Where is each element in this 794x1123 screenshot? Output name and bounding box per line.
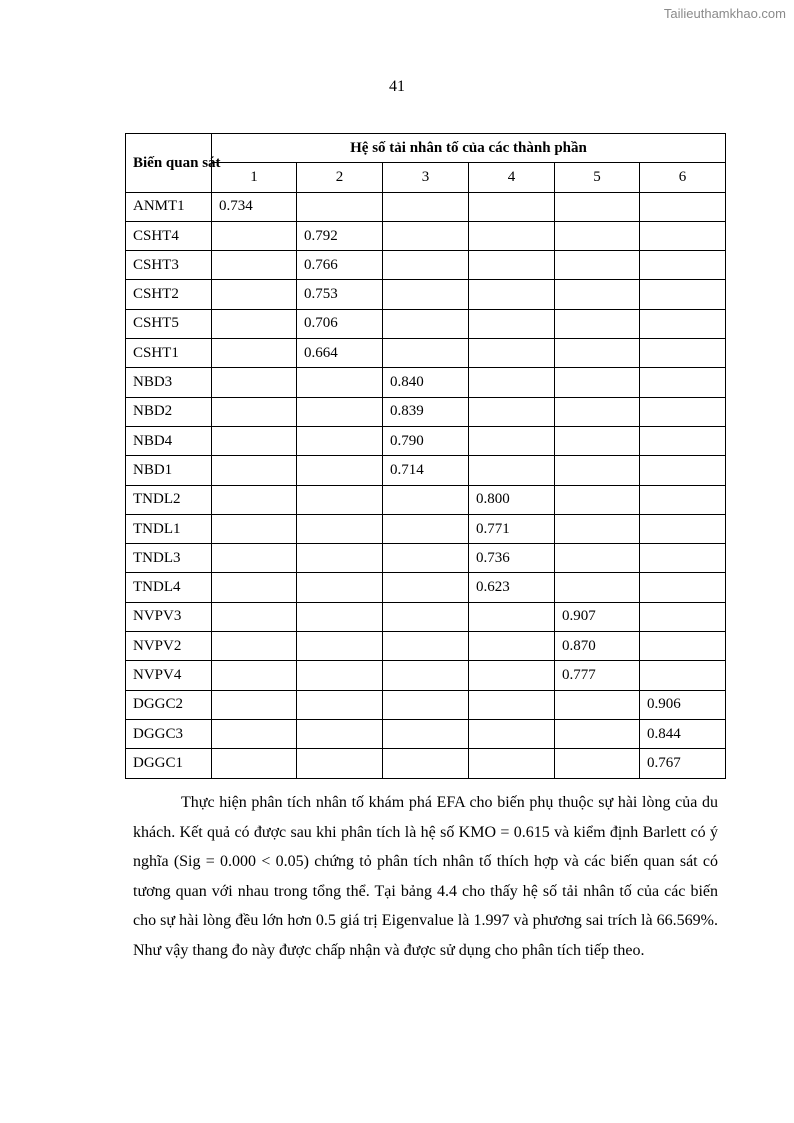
table-row (126, 221, 726, 250)
table-row (126, 426, 726, 455)
loading-cell (383, 514, 469, 543)
loading-cell (640, 661, 726, 690)
loading-cell: 0.792 (297, 221, 383, 250)
loading-cell (212, 456, 297, 485)
loading-cell (640, 339, 726, 368)
loading-cell: 0.844 (640, 719, 726, 748)
loading-cell (297, 749, 383, 778)
loading-cell (555, 192, 640, 221)
table-row (126, 719, 726, 748)
loading-cell (212, 602, 297, 631)
loading-cell: 0.714 (383, 456, 469, 485)
loading-cell (383, 280, 469, 309)
loading-cell (383, 485, 469, 514)
loading-cell (555, 690, 640, 719)
loading-cell (555, 280, 640, 309)
loading-cell (555, 339, 640, 368)
page-number: 41 (389, 78, 405, 95)
loading-cell (555, 397, 640, 426)
loading-cell (212, 514, 297, 543)
loading-cell (555, 221, 640, 250)
loading-cell (297, 192, 383, 221)
loading-cell (640, 368, 726, 397)
loading-cell (212, 749, 297, 778)
loading-cell (469, 719, 555, 748)
loading-cell (297, 661, 383, 690)
loading-cell (640, 397, 726, 426)
variable-name-cell: NVPV3 (126, 602, 212, 631)
loading-cell (469, 192, 555, 221)
loading-cell (383, 251, 469, 280)
component-header: 1 (212, 163, 297, 192)
loading-cell (640, 632, 726, 661)
loading-cell: 0.664 (297, 339, 383, 368)
table-row (126, 485, 726, 514)
variable-name-cell: TNDL3 (126, 544, 212, 573)
loadings-group-header: Hệ số tải nhân tố của các thành phần (212, 134, 726, 163)
variable-name-cell: CSHT4 (126, 221, 212, 250)
loading-cell: 0.907 (555, 602, 640, 631)
loading-cell (297, 690, 383, 719)
loading-cell (469, 749, 555, 778)
loading-cell (640, 251, 726, 280)
loading-cell (640, 456, 726, 485)
loading-cell: 0.790 (383, 426, 469, 455)
variable-name-cell: CSHT2 (126, 280, 212, 309)
table-row (126, 339, 726, 368)
loading-cell (297, 719, 383, 748)
loading-cell (212, 632, 297, 661)
loading-cell (383, 602, 469, 631)
component-header: 4 (469, 163, 555, 192)
table-row (126, 661, 726, 690)
loading-cell: 0.800 (469, 485, 555, 514)
variable-name-cell: NVPV4 (126, 661, 212, 690)
table-row (126, 573, 726, 602)
loading-cell (469, 602, 555, 631)
table-row (126, 309, 726, 338)
component-header: 6 (640, 163, 726, 192)
loading-cell (469, 251, 555, 280)
variable-name-cell: NVPV2 (126, 632, 212, 661)
loading-cell (383, 339, 469, 368)
loading-cell (555, 719, 640, 748)
factor-loadings-table (125, 133, 726, 779)
loading-cell (469, 368, 555, 397)
loading-cell (469, 280, 555, 309)
variable-name-cell: DGGC1 (126, 749, 212, 778)
table-row (126, 632, 726, 661)
loading-cell (212, 426, 297, 455)
table-row (126, 251, 726, 280)
variable-name-cell: NBD2 (126, 397, 212, 426)
variable-name-cell: CSHT3 (126, 251, 212, 280)
variable-name-cell: TNDL2 (126, 485, 212, 514)
loading-cell (297, 368, 383, 397)
table-row (126, 602, 726, 631)
loading-cell (555, 544, 640, 573)
loading-cell (469, 426, 555, 455)
loading-cell (640, 221, 726, 250)
table-row (126, 544, 726, 573)
loading-cell: 0.706 (297, 309, 383, 338)
loading-cell (640, 192, 726, 221)
loading-cell (555, 749, 640, 778)
loading-cell (383, 309, 469, 338)
loading-cell (297, 632, 383, 661)
loading-cell (212, 339, 297, 368)
table-row (126, 397, 726, 426)
table-row (126, 192, 726, 221)
table-row (126, 368, 726, 397)
variable-name-cell: ANMT1 (126, 192, 212, 221)
loading-cell: 0.736 (469, 544, 555, 573)
loading-cell (640, 602, 726, 631)
loading-cell (297, 602, 383, 631)
loading-cell (383, 632, 469, 661)
loading-cell: 0.623 (469, 573, 555, 602)
loading-cell (469, 309, 555, 338)
loading-cell (640, 485, 726, 514)
loading-cell (640, 544, 726, 573)
loading-cell (383, 192, 469, 221)
variable-column-header: Biến quan sát (126, 134, 212, 193)
component-header: 5 (555, 163, 640, 192)
loading-cell (383, 749, 469, 778)
loading-cell (469, 661, 555, 690)
loading-cell: 0.771 (469, 514, 555, 543)
loading-cell (383, 544, 469, 573)
loading-cell (212, 368, 297, 397)
table-row (126, 749, 726, 778)
table-row (126, 280, 726, 309)
table-header-row (126, 134, 726, 163)
variable-name-cell: NBD4 (126, 426, 212, 455)
loading-cell (469, 221, 555, 250)
variable-name-cell: CSHT5 (126, 309, 212, 338)
loading-cell (297, 544, 383, 573)
loading-cell (212, 251, 297, 280)
loading-cell (212, 280, 297, 309)
loading-cell (297, 485, 383, 514)
loading-cell (212, 397, 297, 426)
loading-cell: 0.766 (297, 251, 383, 280)
table-row (126, 514, 726, 543)
variable-name-cell: NBD1 (126, 456, 212, 485)
loading-cell (469, 339, 555, 368)
body-paragraph: Thực hiện phân tích nhân tố khám phá EFA cho biến phụ thuộc sự hài lòng của du khách. Kết quả có được sau khi phân tích là hệ số KMO = 0.615 và kiểm định Barlett có ý nghĩa (Sig = 0.000 < 0.05) chứng tỏ phân tích nhân tố thích hợp và các biến quan sát có tương quan với nhau trong tổng thể. Tại bảng 4.4 cho thấy hệ số tải nhân tố của các biến cho sự hài lòng đều lớn hơn 0.5 giá trị Eigenvalue là 1.997 và phương sai trích là 66.569%. Như vậy thang đo này được chấp nhận và được sử dụng cho phân tích tiếp theo. (133, 794, 718, 959)
loading-cell (297, 426, 383, 455)
loading-cell: 0.777 (555, 661, 640, 690)
loading-cell (555, 514, 640, 543)
loading-cell: 0.753 (297, 280, 383, 309)
loading-cell (469, 456, 555, 485)
loading-cell (469, 632, 555, 661)
loading-cell (640, 280, 726, 309)
loading-cell (555, 309, 640, 338)
loading-cell (383, 690, 469, 719)
loading-cell (555, 485, 640, 514)
loading-cell (212, 573, 297, 602)
variable-name-cell: DGGC2 (126, 690, 212, 719)
watermark: Tailieuthamkhao.com (663, 6, 786, 21)
variable-name-cell: NBD3 (126, 368, 212, 397)
variable-name-cell: TNDL1 (126, 514, 212, 543)
loading-cell (640, 309, 726, 338)
loading-cell (469, 397, 555, 426)
loading-cell (383, 573, 469, 602)
loading-cell: 0.839 (383, 397, 469, 426)
loading-cell (297, 514, 383, 543)
loading-cell (297, 573, 383, 602)
loading-cell (212, 221, 297, 250)
loading-cell (212, 309, 297, 338)
loading-cell (383, 661, 469, 690)
loading-cell (640, 573, 726, 602)
variable-name-cell: CSHT1 (126, 339, 212, 368)
loading-cell (212, 544, 297, 573)
loading-cell: 0.767 (640, 749, 726, 778)
loading-cell (297, 456, 383, 485)
loading-cell: 0.734 (212, 192, 297, 221)
loading-cell (212, 661, 297, 690)
loading-cell (383, 719, 469, 748)
loading-cell (297, 397, 383, 426)
table-body (126, 192, 726, 778)
loading-cell (212, 719, 297, 748)
loading-cell: 0.870 (555, 632, 640, 661)
component-header: 2 (297, 163, 383, 192)
table-row (126, 456, 726, 485)
loading-cell (640, 514, 726, 543)
loading-cell (640, 426, 726, 455)
loading-cell (212, 690, 297, 719)
loading-cell (383, 221, 469, 250)
loading-cell: 0.906 (640, 690, 726, 719)
loading-cell (555, 368, 640, 397)
loading-cell (555, 426, 640, 455)
loading-cell (555, 456, 640, 485)
variable-name-cell: DGGC3 (126, 719, 212, 748)
loading-cell (212, 485, 297, 514)
component-header: 3 (383, 163, 469, 192)
table-row (126, 690, 726, 719)
loading-cell: 0.840 (383, 368, 469, 397)
loading-cell (469, 690, 555, 719)
loading-cell (555, 573, 640, 602)
variable-name-cell: TNDL4 (126, 573, 212, 602)
loading-cell (555, 251, 640, 280)
